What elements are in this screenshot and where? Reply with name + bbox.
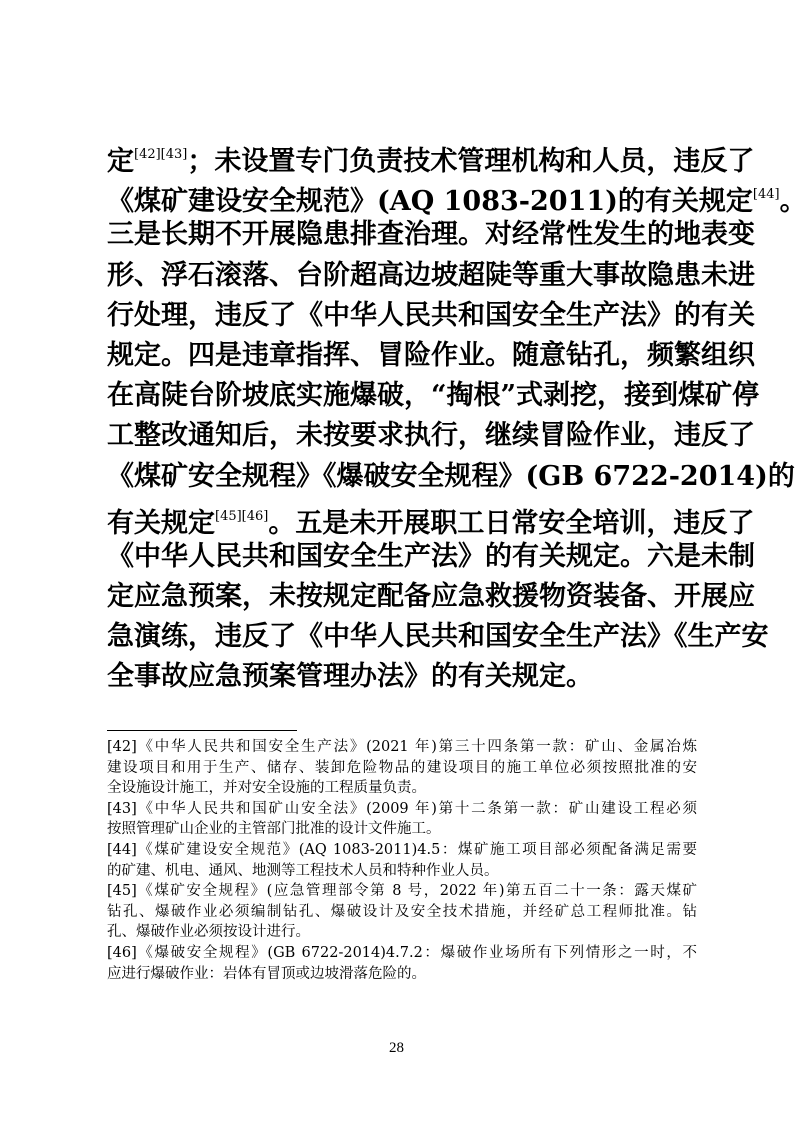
- body-text-run: 六是: [647, 540, 701, 572]
- body-text-run: 规定。: [107, 339, 188, 371]
- body-text-run: 未开展职工日常安全培训，违反了: [349, 507, 755, 539]
- body-text-run: 工整改通知后，未按要求执行，继续冒险作业，违反了: [107, 420, 755, 452]
- body-text-run: 《中华人民共和国安全生产法》的有关规定。: [107, 540, 647, 572]
- body-line: [107, 256, 755, 296]
- body-line: [107, 135, 755, 177]
- footnote-line: [45]《煤矿安全规程》(应急管理部令第 8 号，2022 年)第五百二十一条：露天煤矿: [107, 883, 697, 900]
- footnote-line: 钻孔、爆破作业必须编制钻孔、爆破设计及安全技术措施，并经矿总工程师批准。钻: [107, 903, 697, 920]
- body-text-run: 。: [268, 507, 296, 539]
- body-text-run: 四是: [188, 339, 242, 371]
- body-line: [107, 376, 760, 416]
- body-text-run: 长期不开展隐患排查治理。对经常性发生的地表变: [161, 219, 755, 251]
- body-text-run: 五是: [295, 507, 350, 539]
- body-text-run: 形、浮石滚落、台阶超高边坡超陡等重大事故隐患未进: [107, 259, 755, 291]
- body-line: [107, 296, 755, 336]
- body-text-run: ；未设置专门负责技术管理机构和人员，违反了: [187, 146, 755, 177]
- body-line: [107, 497, 755, 539]
- body-text-run: 未制: [701, 540, 755, 572]
- body-text-run: 定应急预案，未按规定配备应急救援物资装备、开展应: [107, 581, 755, 613]
- footnote-line: [44]《煤矿建设安全规范》(AQ 1083-2011)4.5：煤矿施工项目部必须配备满足需要: [107, 841, 697, 858]
- body-line: [107, 457, 795, 497]
- footnote-line: [43]《中华人民共和国矿山安全法》(2009 年)第十二条第一款：矿山建设工程必须: [107, 800, 697, 817]
- body-line: [107, 416, 755, 456]
- body-line: [107, 336, 755, 376]
- footnote-line: 全设施设计施工，并对安全设施的工程质量负责。: [107, 780, 426, 797]
- body-text-run: 在高陡台阶坡底实施爆破，“掏根”式剥挖，接到煤矿停: [107, 380, 760, 412]
- footnote-line: 的矿建、机电、通风、地测等工程技术人员和特种作业人员。: [107, 862, 499, 879]
- body-text-run: 《煤矿建设安全规范》(AQ 1083-2011)的有关规定: [107, 186, 753, 218]
- footnote-separator: [107, 730, 297, 731]
- body-line: [107, 617, 769, 657]
- body-text-run: 有关规定: [107, 507, 215, 539]
- page-number: 28: [389, 1040, 404, 1056]
- body-line: [107, 537, 755, 577]
- citation-marker: [45][46]: [215, 508, 269, 524]
- body-line: [107, 657, 697, 697]
- body-text: [107, 135, 807, 698]
- footnote-line: 按照管理矿山企业的主管部门批准的设计文件施工。: [107, 821, 441, 838]
- body-text-run: 行处理，违反了《中华人民共和国安全生产法》的有关: [107, 299, 755, 331]
- body-text-run: 全事故应急预案管理办法》的有关规定。: [107, 661, 593, 693]
- footnote-line: 建设项目和用于生产、储存、装卸危险物品的建设项目的施工单位必须按照批准的安: [107, 759, 697, 776]
- body-text-run: 违章指挥、冒险作业。随意钻孔，频繁组织: [242, 339, 755, 371]
- body-line: [107, 175, 807, 218]
- body-text-run: 。: [779, 186, 807, 218]
- body-text-run: 定: [107, 146, 134, 177]
- footnote-line: 孔、爆破作业必须按设计进行。: [107, 924, 310, 941]
- footnote-line: [46]《爆破安全规程》(GB 6722-2014)4.7.2：爆破作业场所有下列情形之一时，不: [107, 944, 697, 961]
- body-text-run: 三是: [107, 219, 161, 251]
- body-text-run: 急演练，违反了《中华人民共和国安全生产法》《生产安: [107, 621, 769, 653]
- footnote-line: [42]《中华人民共和国安全生产法》(2021 年)第三十四条第一款：矿山、金属冶炼: [107, 739, 697, 755]
- citation-marker: [44]: [752, 187, 780, 203]
- body-line: [107, 215, 755, 255]
- footnotes: [107, 737, 697, 984]
- body-line: [107, 577, 755, 617]
- citation-marker: [42][43]: [134, 147, 188, 162]
- footnote-line: 应进行爆破作业：岩体有冒顶或边坡滑落危险的。: [107, 965, 426, 982]
- body-text-run: 《煤矿安全规程》《爆破安全规程》(GB 6722-2014)的: [107, 460, 795, 492]
